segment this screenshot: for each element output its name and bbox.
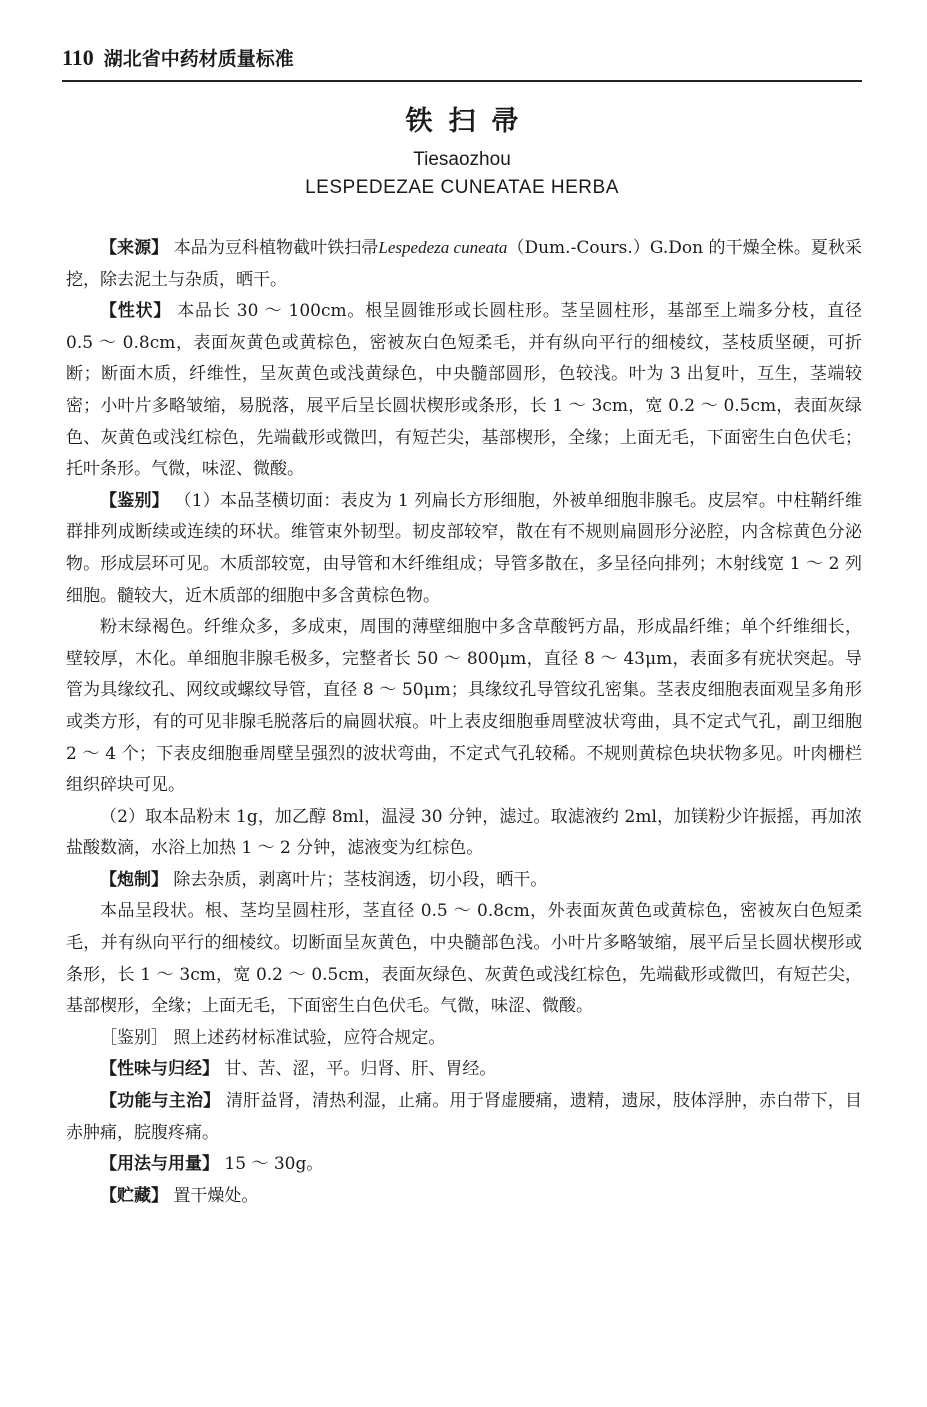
source-text-before: 本品为豆科植物截叶铁扫帚 xyxy=(168,238,379,258)
section-nature xyxy=(66,1054,862,1086)
species-name: Lespedeza cuneata xyxy=(378,238,508,257)
characters-label: 【性状】 xyxy=(100,301,172,322)
storage-text: 置干燥处。 xyxy=(168,1185,259,1206)
section-dosage xyxy=(66,1149,862,1181)
section-processing xyxy=(66,865,862,897)
section-storage xyxy=(66,1181,862,1213)
processing-identification xyxy=(66,1023,862,1055)
monograph-title xyxy=(62,102,862,202)
identification-powder: 粉末绿褐色。纤维众多，多成束，周围的薄壁细胞中多含草酸钙方晶，形成晶纤维；单个纤维细长，壁较厚，木化。单细胞非腺毛极多，完整者长 50 ～ 800μm，直径 8 ～ 43μm，表面多有疣状突起。导管为具缘纹孔、网纹或螺纹导管，直径 8 ～ 50μm；具缘纹孔导管纹孔密集。茎表皮细胞表面观呈多角形或类方形，有的可见非腺毛脱落后的扁圆状痕。叶上表皮细胞垂周壁波状弯曲，具不定式气孔，副卫细胞 2 ～ 4 个；下表皮细胞垂周壁呈强烈的波状弯曲，不定式气孔较稀。不规则黄棕色块状物多见。叶肉栅栏组织碎块可见。 xyxy=(66,617,862,796)
running-header xyxy=(62,44,862,78)
section-characters xyxy=(66,296,862,486)
nature-text: 甘、苦、涩，平。归肾、肝、胃经。 xyxy=(219,1059,497,1080)
section-source xyxy=(66,232,862,296)
title-chinese: 铁扫帚 xyxy=(405,106,535,137)
functions-label: 【功能与主治】 xyxy=(100,1091,221,1112)
dosage-text: 15 ～ 30g。 xyxy=(219,1154,324,1175)
identification-chemical: （2）取本品粉末 1g，加乙醇 8ml，温浸 30 分钟，滤过。取滤液约 2ml，加镁粉少许振摇，再加浓盐酸数滴，水浴上加热 1 ～ 2 分钟，滤液变为红棕色。 xyxy=(66,806,862,859)
nature-label: 【性味与归经】 xyxy=(100,1059,219,1080)
processing-description: 本品呈段状。根、茎均呈圆柱形，茎直径 0.5 ～ 0.8cm，外表面灰黄色或黄棕色，密被灰白色短柔毛，并有纵向平行的细棱纹。切断面呈灰黄色，中央髓部色浅。小叶片多略皱缩，展平后呈长圆状楔形或条形，长 1 ～ 3cm，宽 0.2 ～ 0.5cm，表面灰绿色、灰黄色或浅红棕色，先端截形或微凹，有短芒尖，基部楔形，全缘；上面无毛，下面密生白色伏毛。气微，味涩、微酸。 xyxy=(66,901,862,1017)
section-functions xyxy=(66,1086,862,1149)
identification-label: 【鉴别】 xyxy=(100,490,169,511)
functions-text: 清肝益肾，清热利湿，止痛。用于肾虚腰痛，遗精，遗尿，肢体浮肿，赤白带下，目赤肿痛，脘腹疼痛。 xyxy=(66,1091,863,1143)
dosage-label: 【用法与用量】 xyxy=(100,1154,219,1175)
page-number: 110 xyxy=(62,45,94,70)
title-pinyin: Tiesaozhou xyxy=(413,149,511,170)
book-title: 湖北省中药材质量标准 xyxy=(103,48,294,70)
storage-label: 【贮藏】 xyxy=(100,1185,168,1206)
processing-sub-label: ［鉴别］ xyxy=(100,1027,168,1048)
source-label: 【来源】 xyxy=(100,238,169,258)
source-text-after: （Dum.-Cours.）G.Don 的干燥全株。夏秋采挖，除去泥土与杂质，晒干。 xyxy=(66,238,863,290)
identification-text: （1）本品茎横切面：表皮为 1 列扁长方形细胞，外被单细胞非腺毛。皮层窄。中柱鞘纤维群排列成断续或连续的环状。维管束外韧型。韧皮部较窄，散在有不规则扁圆形分泌腔，内含棕黄色分泌物。形成层环可见。木质部较宽，由导管和木纤维组成；导管多散在，多呈径向排列；木射线宽 1 ～ 2 列细胞。髓较大，近木质部的细胞中多含黄棕色物。 xyxy=(66,490,863,606)
processing-text: 除去杂质，剥离叶片；茎枝润透，切小段，晒干。 xyxy=(168,869,548,890)
processing-label: 【炮制】 xyxy=(100,869,168,890)
characters-text: 本品长 30 ～ 100cm。根呈圆锥形或长圆柱形。茎呈圆柱形，基部至上端多分枝，直径 0.5 ～ 0.8cm，表面灰黄色或黄棕色，密被灰白色短柔毛，并有纵向平行的细棱纹，茎枝质坚硬，可折断；断面木质，纤维性，呈灰黄色或浅黄绿色，中央髓部圆形，色较浅。叶为 3 出复叶，互生，茎端较密；小叶片多略皱缩，易脱落，展平后呈长圆状楔形或条形，长 1 ～ 3cm，宽 0.2 ～ 0.5cm，表面灰绿色、灰黄色或浅红棕色，先端截形或微凹，有短芒尖，基部楔形，全缘；上面无毛，下面密生白色伏毛；托叶条形。气微，味涩、微酸。 xyxy=(66,301,862,480)
section-identification xyxy=(66,486,862,612)
title-latin: LESPEDEZAE CUNEATAE HERBA xyxy=(305,177,619,198)
header-rule xyxy=(62,80,862,82)
monograph-body xyxy=(66,232,862,1212)
processing-sub-text: 照上述药材标准试验，应符合规定。 xyxy=(168,1027,446,1048)
